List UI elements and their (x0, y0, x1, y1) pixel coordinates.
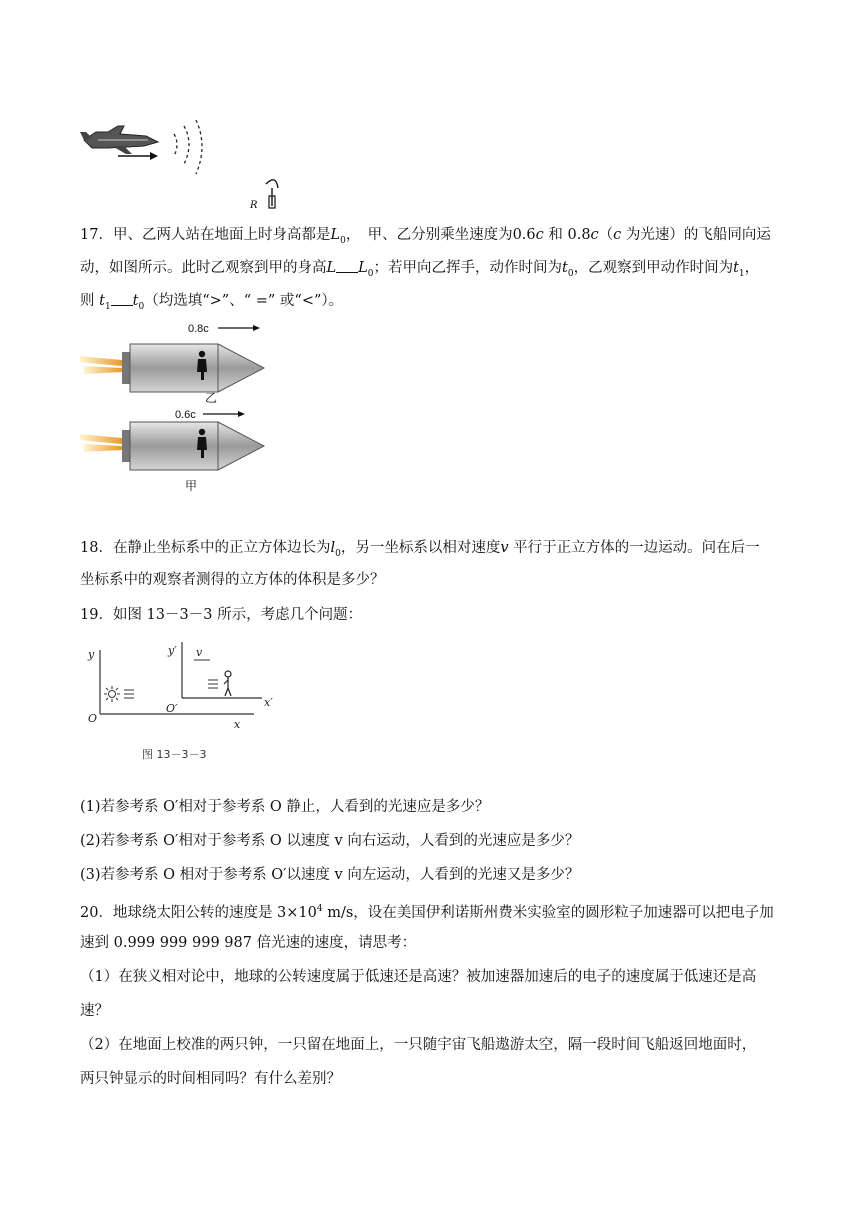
q17-subscript: 1 (104, 301, 111, 312)
rocket-flame-icon (80, 434, 122, 452)
answer-blank[interactable] (336, 259, 358, 273)
q17-symbol: t (562, 260, 568, 276)
q17-text: （均选填“>”、“ =” 或“<”）。 (144, 293, 344, 309)
q17-line-1 (80, 225, 771, 251)
q17-text: 和 (543, 227, 568, 243)
q17-symbol: L (358, 260, 368, 276)
q17-symbol: c (613, 227, 622, 243)
ship-label: 乙 (205, 391, 218, 405)
spaceships-figure (78, 318, 278, 498)
q20-part-2-line-2: 两只钟显示的时间相同吗？有什么差别？ (80, 1071, 341, 1087)
axis-label-y-prime: y′ (168, 644, 177, 657)
q17-symbol: L (326, 260, 337, 276)
q18-subscript: 0 (335, 548, 341, 559)
q17-line-2 (80, 258, 759, 284)
q17-line-3 (80, 291, 343, 317)
axis-label-y: y (88, 648, 95, 661)
q19-item-3: (3)若参考系 O 相对于参考系 O′以速度 v 向左运动，人看到的光速又是多少？ (80, 867, 580, 883)
velocity-label: v (196, 646, 203, 659)
velocity-arrow-icon (203, 411, 245, 417)
q17-subscript: 0 (367, 268, 374, 279)
q17-text: ， (744, 260, 760, 276)
person-icon (224, 671, 231, 696)
q17-text: 甲、乙两人站在地面上时身高都是 (112, 227, 331, 243)
q18-symbol: l (330, 540, 336, 556)
light-ray-icon (124, 690, 134, 698)
light-source-icon (104, 686, 120, 702)
q18-number: 18． (80, 540, 113, 556)
q20-number: 20． (80, 904, 113, 921)
velocity-arrow-icon (218, 325, 260, 331)
q20-text: m/s，设在美国伊利诺斯州费米实验室的圆形粒子加速器可以把电子加 (322, 904, 774, 921)
q17-text: 则 (80, 293, 95, 309)
jet-radar-figure (78, 118, 298, 214)
q20-part-1-line-2: 速？ (80, 1003, 109, 1019)
q20-part-1-line-1: （1）在狭义相对论中，地球的公转速度属于低速还是高速？被加速器加速后的电子的速度属于低速还是高 (80, 969, 757, 985)
q20-line-1 (80, 899, 774, 923)
q17-symbol: L (330, 227, 341, 243)
q20-exponent: 4 (316, 904, 323, 914)
q17-text: ， 甲、乙分别乘坐速度为 (345, 227, 513, 243)
q17-symbol: t (132, 293, 139, 309)
light-ray-icon (208, 680, 218, 688)
answer-blank[interactable] (111, 292, 133, 306)
spaceship-icon (122, 422, 264, 470)
q18-text: 坐标系中的观察者测得的立方体的体积是多少？ (80, 572, 385, 588)
q17-text: 为光速）的飞船同向运 (621, 227, 771, 243)
sound-wave-icon (174, 120, 202, 174)
q17-text: ，乙观察到甲动作时间为 (573, 260, 734, 276)
spaceship-icon (122, 344, 264, 392)
q18-text: 在静止坐标系中的正立方体边长为 (112, 540, 331, 556)
axis-label-x-prime: x′ (264, 696, 273, 709)
q17-value: 0.8 (567, 227, 591, 243)
q17-subscript: 0 (138, 301, 145, 312)
q17-value: 0.6 (512, 227, 536, 243)
q18-line-2 (80, 570, 385, 590)
q17-subscript: 0 (567, 268, 574, 279)
origin-label-O: O (88, 712, 98, 725)
q19-item-2: (2)若参考系 O′相对于参考系 O 以速度 v 向右运动，人看到的光速应是多少？ (80, 833, 580, 849)
ship-velocity-label: 0.8c (188, 323, 209, 335)
figure-caption: 图 13－3－3 (142, 748, 207, 761)
jet-plane-icon (80, 126, 158, 154)
ship-velocity-label: 0.6c (175, 409, 196, 421)
q17-symbol: t (99, 293, 105, 309)
q19-text: 如图 13－3－3 所示，考虑几个问题： (112, 607, 363, 623)
q19-number: 19． (80, 607, 113, 623)
q19-item-1: (1)若参考系 O′相对于参考系 O 静止，人看到的光速应是多少？ (80, 799, 490, 815)
q17-number: 17． (80, 227, 113, 243)
ship-label: 甲 (185, 479, 198, 493)
q18-text: 平行于正立方体的一边运动。问在后一 (508, 540, 760, 556)
axis-label-x: x (234, 718, 241, 731)
q18-text: ，另一坐标系以相对速度 (340, 540, 501, 556)
q17-symbol: t (733, 260, 739, 276)
radar-dish-icon (249, 180, 278, 211)
reference-frames-figure (82, 640, 292, 770)
q20-line-2: 速到 0.999 999 999 987 倍光速的速度，请思考： (80, 935, 417, 951)
origin-label-O-prime: O′ (166, 702, 178, 715)
q17-symbol: c (590, 227, 599, 243)
q18-line-1 (80, 538, 760, 564)
q20-part-2-line-1: （2）在地面上校准的两只钟，一只留在地面上，一只随宇宙飞船遨游太空，隔一段时间飞船返回地面时， (80, 1037, 757, 1053)
radar-label: R (250, 200, 258, 211)
q17-text: （ (598, 227, 614, 243)
q17-text: 动，如图所示。此时乙观察到甲的身高 (80, 260, 327, 276)
q17-subscript: 1 (738, 268, 745, 279)
velocity-arrow-icon (118, 152, 158, 160)
q17-text: ；若甲向乙挥手，动作时间为 (373, 260, 563, 276)
rocket-flame-icon (80, 356, 122, 374)
q18-symbol: v (500, 540, 509, 556)
q19-intro (80, 605, 362, 625)
q17-symbol: c (535, 227, 544, 243)
q20-text: 地球绕太阳公转的速度是 3×10 (112, 904, 317, 921)
q17-subscript: 0 (340, 235, 346, 246)
